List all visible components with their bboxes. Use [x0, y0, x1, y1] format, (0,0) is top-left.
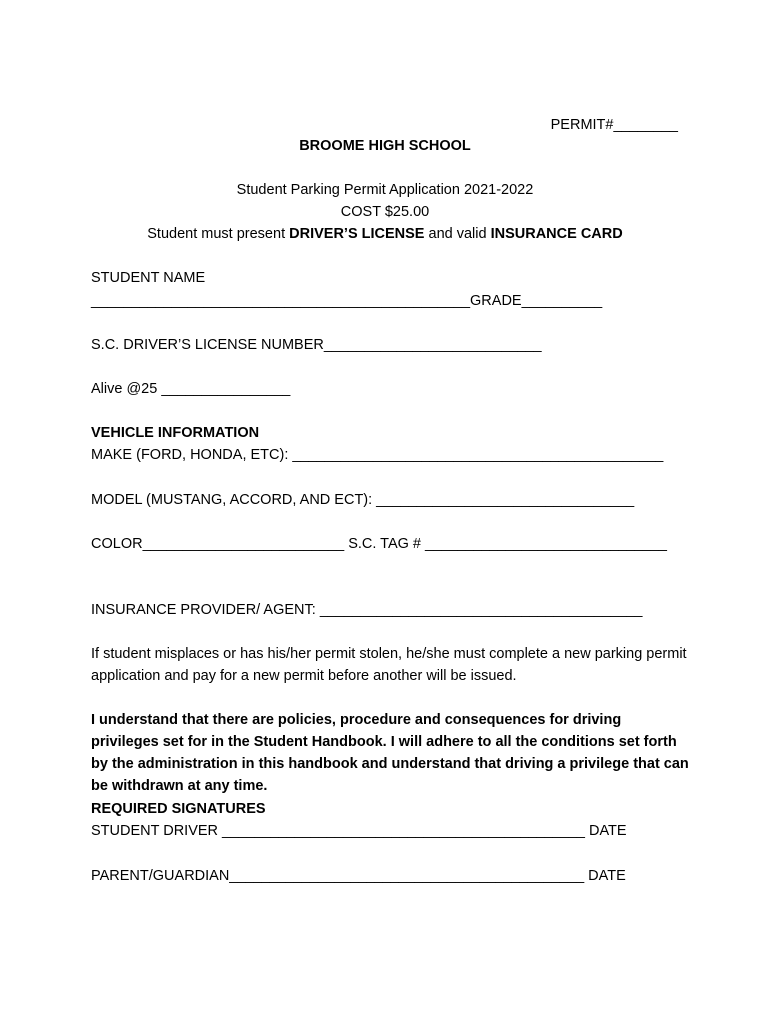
requirement-insurance: INSURANCE CARD — [490, 226, 623, 242]
agreement-text: I understand that there are policies, procedure and consequences for driving privileges set for in the Student Handbook. I will adhere to all the conditions set forth by the administration in this handbook and understand that driving a privilege that can be withdrawn at any time. — [91, 712, 689, 794]
vehicle-info-heading: VEHICLE INFORMATION — [91, 425, 260, 441]
student-signature-field[interactable]: STUDENT DRIVER _____________________________________________ DATE — [91, 823, 627, 839]
permit-number: PERMIT#________ — [550, 117, 678, 133]
misplace-policy-text: If student misplaces or has his/her permit stolen, he/she must complete a new parking permit application and pay for a new permit before another will be issued. — [91, 646, 687, 684]
signatures-heading: REQUIRED SIGNATURES — [91, 801, 266, 817]
parent-signature-field[interactable]: PARENT/GUARDIAN____________________________________________ DATE — [91, 868, 626, 884]
requirement-middle: and valid — [424, 226, 491, 242]
alive-at-25-field[interactable]: Alive @25 ________________ — [91, 381, 291, 397]
form-title: Student Parking Permit Application 2021-2022 — [236, 182, 534, 198]
school-name: BROOME HIGH SCHOOL — [299, 138, 471, 154]
insurance-provider-field[interactable]: INSURANCE PROVIDER/ AGENT: ________________________________________ — [91, 602, 643, 618]
requirement-license: DRIVER’S LICENSE — [289, 226, 425, 242]
cost: COST $25.00 — [340, 204, 430, 220]
student-name-label: STUDENT NAME — [91, 270, 206, 286]
requirement-text — [0, 225, 770, 243]
vehicle-make-field[interactable]: MAKE (FORD, HONDA, ETC): ______________________________________________ — [91, 447, 664, 463]
vehicle-model-field[interactable]: MODEL (MUSTANG, ACCORD, AND ECT): ________________________________ — [91, 492, 635, 508]
student-name-grade-field[interactable]: _______________________________________________GRADE__________ — [91, 293, 603, 309]
color-tag-field[interactable]: COLOR_________________________ S.C. TAG # ______________________________ — [91, 536, 667, 552]
requirement-prefix: Student must present — [147, 226, 290, 242]
drivers-license-field[interactable]: S.C. DRIVER’S LICENSE NUMBER___________________________ — [91, 337, 542, 353]
